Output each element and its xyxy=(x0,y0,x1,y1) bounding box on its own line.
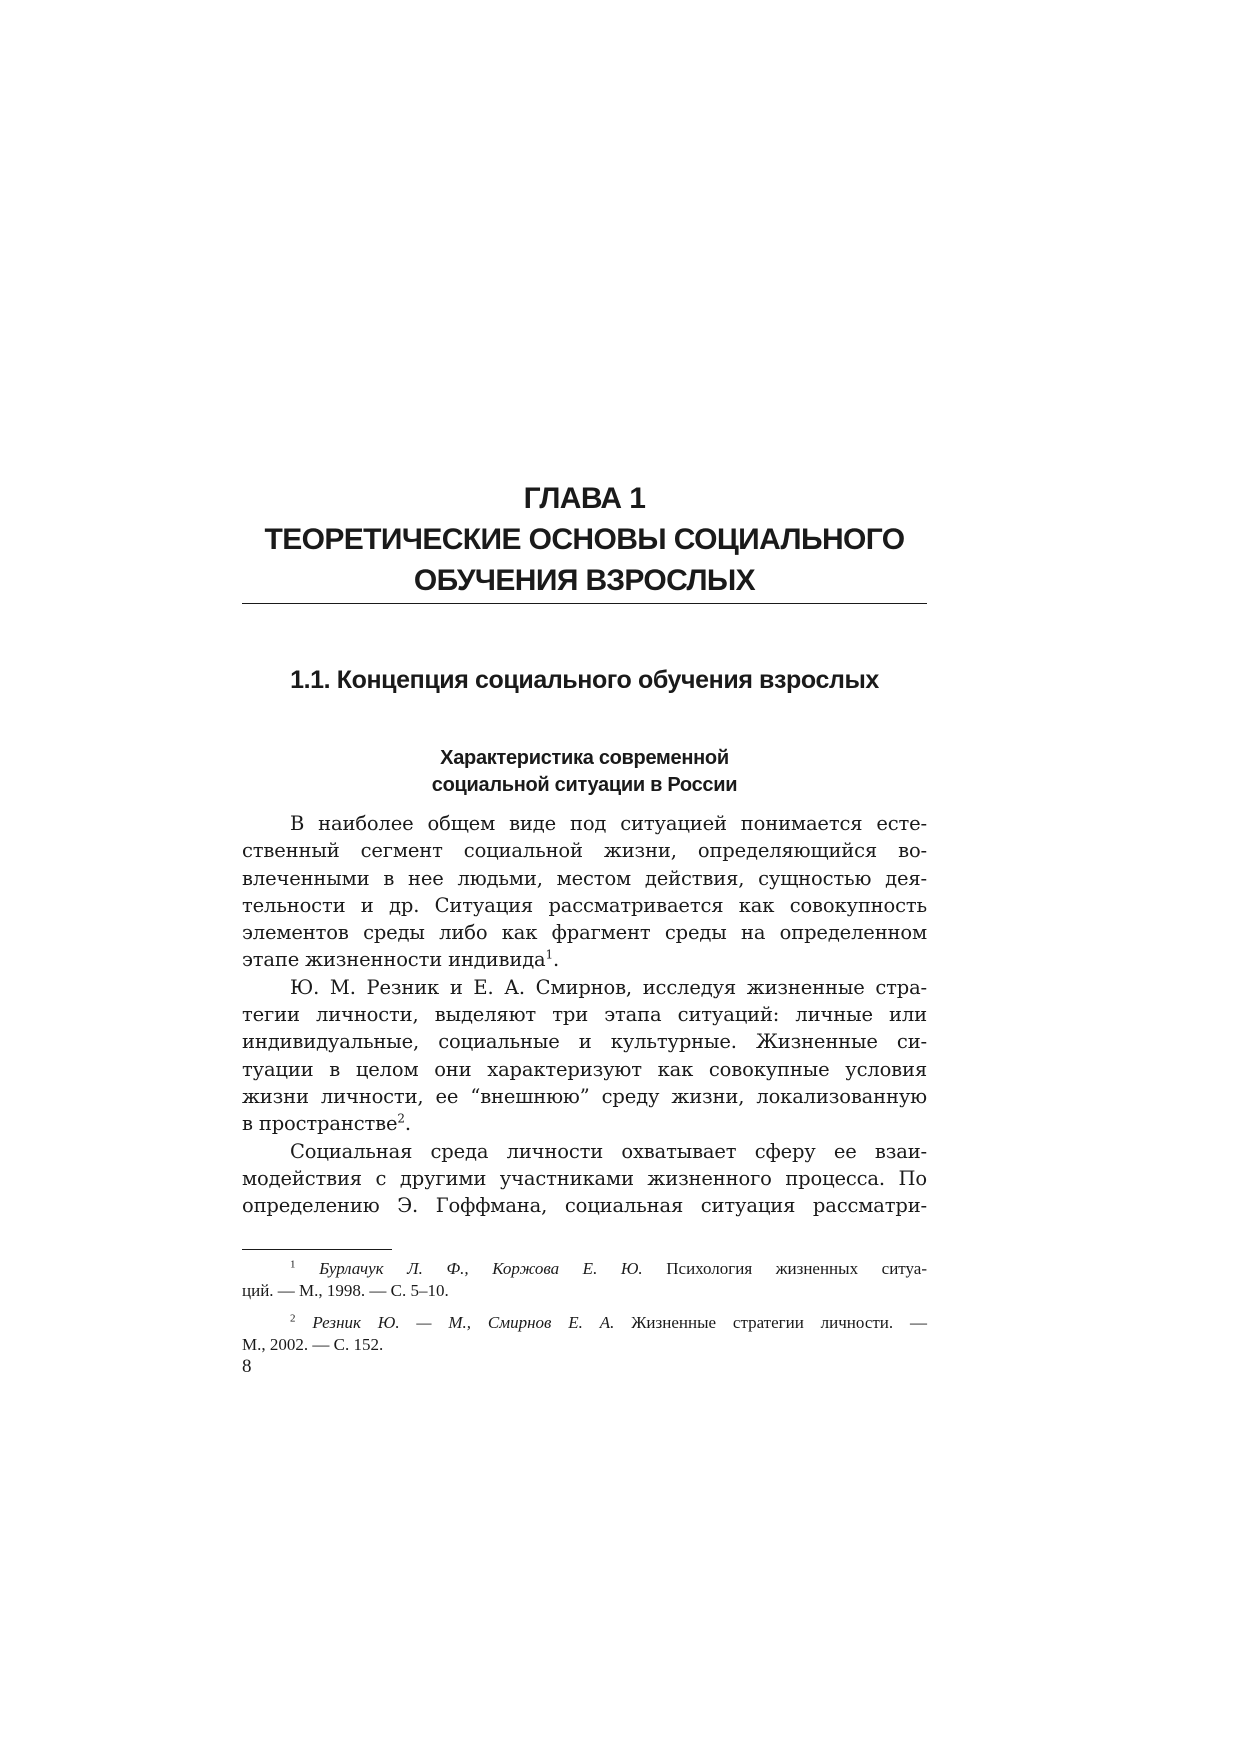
section-title: 1.1. Концепция социального обучения взрослых xyxy=(290,666,879,694)
subsection-line-2: социальной ситуации в России xyxy=(431,774,738,796)
paragraph-line xyxy=(242,1110,927,1137)
footnote-title: Жизненные стратегии личности. — xyxy=(614,1313,927,1332)
footnote-authors: Бурлачук Л. Ф., Коржова Е. Ю. xyxy=(319,1259,643,1278)
paragraph-2 xyxy=(242,974,927,1138)
sentence-end: . xyxy=(553,948,560,972)
footnote-line xyxy=(242,1312,927,1334)
chapter-label: ГЛАВА 1 xyxy=(523,482,646,515)
subsection-line-1: Характеристика современной xyxy=(440,747,729,769)
paragraph-line: туации в целом они характеризуют как совокупные условия xyxy=(242,1057,927,1081)
paragraph-line: ственный сегмент социальной жизни, определяющийся во- xyxy=(242,839,927,863)
paragraph-line: жизни личности, ее “внешнюю” среду жизни, локализованную xyxy=(242,1084,927,1108)
footnote-2 xyxy=(242,1312,927,1356)
paragraph-line: В наиболее общем виде под ситуацией понимается есте- xyxy=(290,812,927,835)
subsection-heading xyxy=(242,745,927,799)
paragraph-line: модействия с другими участниками жизненного процесса. По xyxy=(242,1166,927,1190)
paragraph-line: Ю. М. Резник и Е. А. Смирнов, исследуя жизненные стра- xyxy=(290,975,927,999)
footnotes xyxy=(242,1258,927,1366)
chapter-title-line-1: ТЕОРЕТИЧЕСКИЕ ОСНОВЫ СОЦИАЛЬНОГО xyxy=(264,523,905,556)
chapter-title-line-2: ОБУЧЕНИЯ ВЗРОСЛЫХ xyxy=(413,564,756,597)
footnote-line xyxy=(242,1258,927,1280)
paragraph-1 xyxy=(242,810,927,974)
chapter-heading xyxy=(242,478,927,601)
footnote-line: М., 2002. — С. 152. xyxy=(242,1335,384,1354)
paragraph-line: влеченными в нее людьми, местом действия, сущностью дея- xyxy=(242,866,927,890)
page-number: 8 xyxy=(242,1356,252,1377)
footnote-ref-2[interactable]: 2 xyxy=(397,1111,405,1126)
paragraph-line xyxy=(242,946,927,973)
footnote-number: 2 xyxy=(290,1312,296,1325)
paragraph-line: тегии личности, выделяют три этапа ситуаций: личные или xyxy=(242,1003,927,1027)
paragraph-line-text: в пространстве xyxy=(242,1112,398,1136)
paragraph-line: элементов среды либо как фрагмент среды на определенном xyxy=(242,921,927,945)
paragraph-line: определению Э. Гоффмана, социальная ситуация рассматри- xyxy=(242,1194,927,1218)
footnote-line: ций. — М., 1998. — С. 5–10. xyxy=(242,1281,449,1300)
paragraph-line: тельности и др. Ситуация рассматривается как совокупность xyxy=(242,893,927,917)
footnote-number: 1 xyxy=(290,1258,296,1271)
footnote-1 xyxy=(242,1258,927,1302)
footnote-ref-1[interactable]: 1 xyxy=(545,947,554,962)
sentence-end: . xyxy=(404,1112,411,1136)
chapter-divider xyxy=(242,603,927,604)
paragraph-line: Социальная среда личности охватывает сферу ее взаи- xyxy=(290,1139,927,1163)
footnote-separator xyxy=(242,1249,392,1250)
body-text xyxy=(242,810,927,1219)
paragraph-3 xyxy=(242,1138,927,1220)
paragraph-line-text: этапе жизненности индивида xyxy=(242,948,546,972)
paragraph-line: индивидуальные, социальные и культурные. Жизненные си- xyxy=(242,1030,927,1054)
footnote-title: Психология жизненных ситуа- xyxy=(642,1259,927,1278)
footnote-authors: Резник Ю. — М., Смирнов Е. А. xyxy=(312,1313,615,1332)
